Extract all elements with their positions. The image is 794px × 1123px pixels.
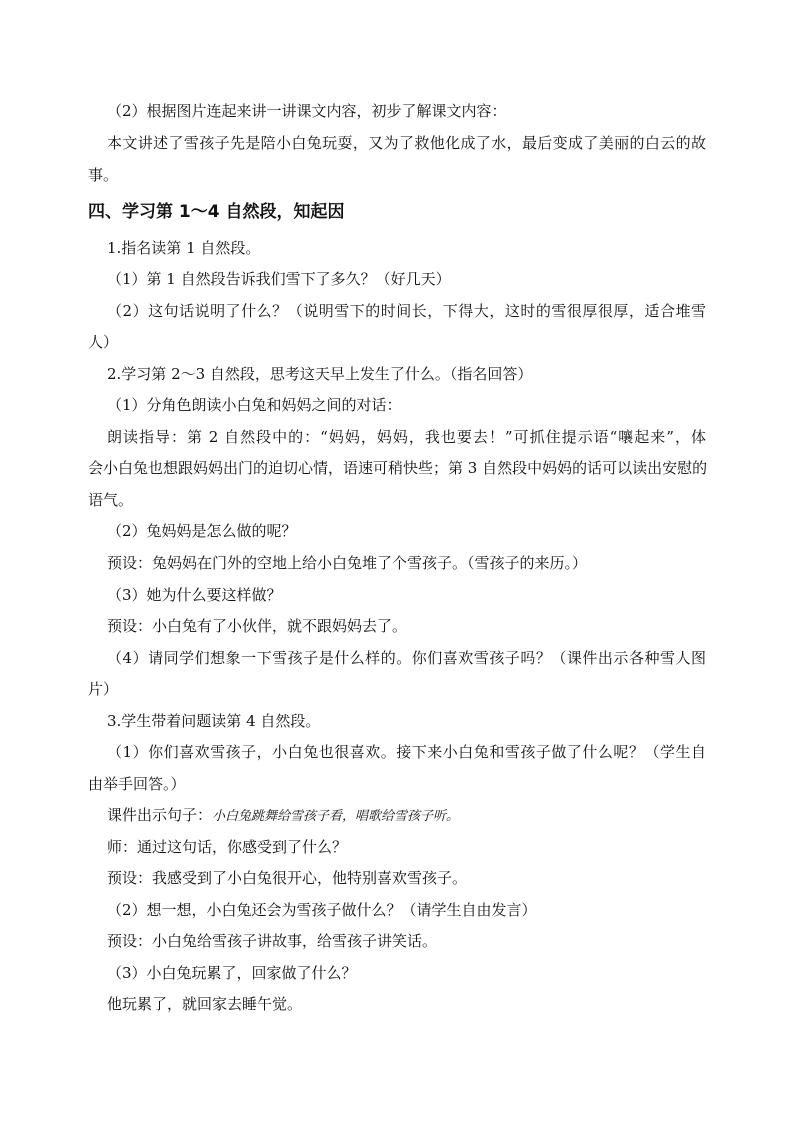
question-1-1: （1）第 1 自然段告诉我们雪下了多久？（好几天） <box>107 270 451 288</box>
question-2: 2.学习第 2～3 自然段，思考这天早上发生了什么。（指名回答） <box>107 365 533 383</box>
teacher-question: 师：通过这句话，你感受到了什么？ <box>107 838 348 856</box>
courseware-label: 课件出示句子： <box>107 806 213 824</box>
paragraph-step-2: （2）根据图片连起来讲一讲课文内容，初步了解课文内容： <box>107 102 507 120</box>
question-2-2: （2）兔妈妈是怎么做的呢？ <box>107 522 297 540</box>
summary-line-2: 事。 <box>88 166 119 184</box>
question-3-2: （2）想一想，小白兔还会为雪孩子做什么？（请学生自由发言） <box>107 901 537 919</box>
courseware-sentence <box>107 805 706 827</box>
question-1-2-line-1: （2）这句话说明了什么？（说明雪下的时间长，下得大，这时的雪很厚很厚，适合堆雪 <box>107 302 706 320</box>
question-2-4-line-2: 片） <box>88 680 119 698</box>
courseware-sentence-text: 小白兔跳舞给雪孩子看，唱歌给雪孩子听。 <box>212 809 460 824</box>
question-2-1: （1）分角色朗读小白兔和妈妈之间的对话： <box>107 396 402 414</box>
question-3-3: （3）小白兔玩累了，回家做了什么？ <box>107 964 357 982</box>
question-3: 3.学生带着问题读第 4 自然段。 <box>107 712 321 730</box>
section-heading: 四、学习第 1～4 自然段，知起因 <box>88 202 345 222</box>
question-2-4-line-1: （4）请同学们想象一下雪孩子是什么样的。你们喜欢雪孩子吗？（课件出示各种雪人图 <box>107 649 706 667</box>
question-1-2-line-2: 人） <box>88 333 119 351</box>
reading-guide-line-2: 会小白兔也想跟妈妈出门的迫切心情，语速可稍快些；第 3 自然段中妈妈的话可以读出安慰的 <box>88 459 708 477</box>
answer-3-3: 他玩累了，就回家去睡午觉。 <box>107 995 303 1013</box>
answer-3-1: 预设：我感受到了小白兔很开心，他特别喜欢雪孩子。 <box>107 869 468 887</box>
answer-3-2: 预设：小白兔给雪孩子讲故事，给雪孩子讲笑话。 <box>107 932 438 950</box>
question-3-1-line-1: （1）你们喜欢雪孩子，小白兔也很喜欢。接下来小白兔和雪孩子做了什么呢？（学生自 <box>107 743 706 761</box>
question-1: 1.指名读第 1 自然段。 <box>107 239 261 257</box>
summary-line-1: 本文讲述了雪孩子先是陪小白兔玩耍，又为了救他化成了水，最后变成了美丽的白云的故 <box>107 134 706 152</box>
answer-2-2: 预设：兔妈妈在门外的空地上给小白兔堆了个雪孩子。（雪孩子的来历。） <box>107 554 588 572</box>
question-2-3: （3）她为什么要这样做？ <box>107 586 282 604</box>
reading-guide-line-1: 朗读指导：第 2 自然段中的：“妈妈，妈妈，我也要去！”可抓住提示语“嚷起来”，体 <box>107 428 706 446</box>
answer-2-3: 预设：小白兔有了小伙伴，就不跟妈妈去了。 <box>107 617 408 635</box>
reading-guide-line-3: 语气。 <box>88 491 134 509</box>
question-3-1-line-2: 由举手回答。） <box>88 775 186 793</box>
